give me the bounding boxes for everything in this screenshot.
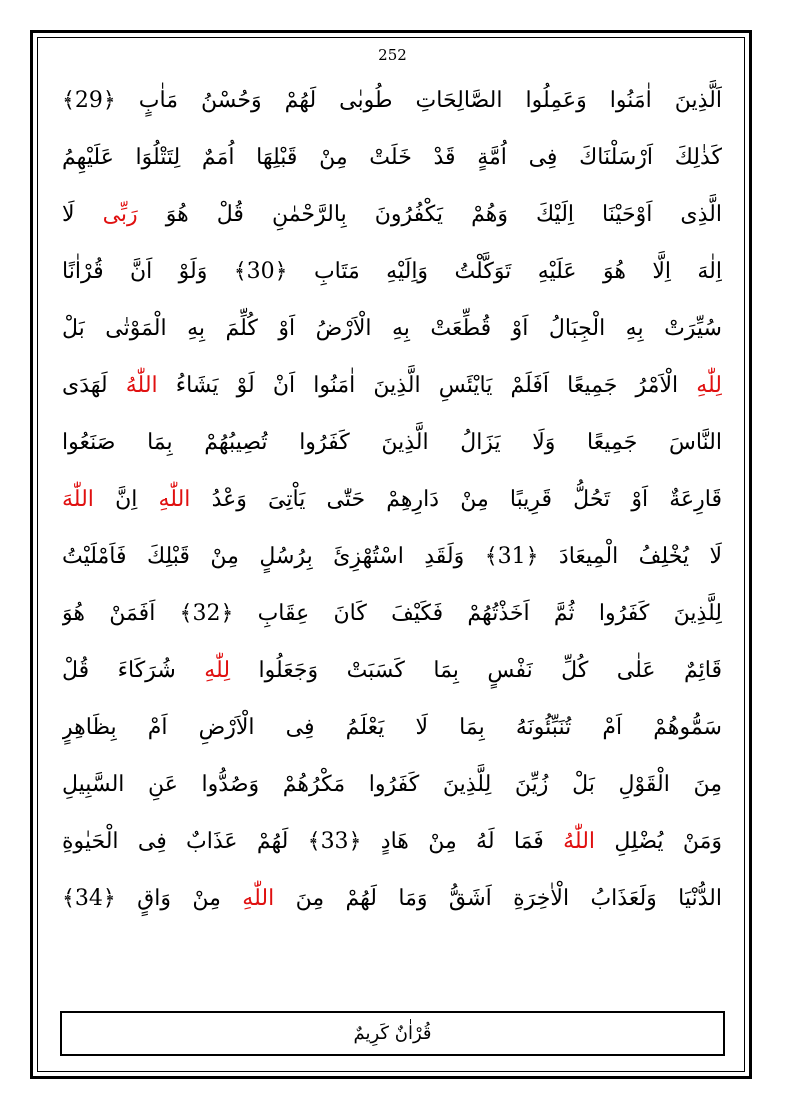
verse-text: اِنَّ — [93, 487, 159, 512]
verse-line — [62, 414, 722, 471]
verse-line — [62, 642, 722, 699]
verse-text: الْاَمْرُ جَمِيعًا اَفَلَمْ يَايْئَسِ الَّذِينَ اٰمَنُوا اَنْ لَوْ يَشَاءُ — [157, 373, 697, 398]
verse-line — [62, 756, 722, 813]
footer-box — [60, 1011, 725, 1056]
verse-text: اَلَّذِينَ اٰمَنُوا وَعَمِلُوا الصَّالِحَاتِ طُوبٰى لَهُمْ وَحُسْنُ مَاٰبٍ ﴿29﴾ — [62, 88, 722, 113]
verse-text: قَارِعَةٌ اَوْ تَحُلُّ قَرِيبًا مِنْ دَارِهِمْ حَتّٰى يَاْتِىَ وَعْدُ — [190, 487, 722, 512]
verse-text: النَّاسَ جَمِيعًا وَلَا يَزَالُ الَّذِينَ كَفَرُوا تُصِيبُهُمْ بِمَا صَنَعُوا — [62, 430, 722, 455]
verse-text: مِنْ وَاقٍ ﴿34﴾ — [62, 886, 243, 911]
verse-text: لَهَدَى — [62, 373, 126, 398]
divine-name-text: اللّٰهُ — [563, 829, 596, 854]
verse-line — [62, 528, 722, 585]
verse-text: لِلَّذِينَ كَفَرُوا ثُمَّ اَخَذْتُهُمْ فَكَيْفَ كَانَ عِقَابِ ﴿32﴾ اَفَمَنْ هُوَ — [62, 601, 722, 626]
verse-line — [62, 357, 722, 414]
verse-line — [62, 300, 722, 357]
footer-title: قُرْاٰنٌ كَرِيمٌ — [353, 1023, 432, 1044]
verse-text: وَمَنْ يُضْلِلِ — [595, 829, 722, 854]
divine-name-text: اللّٰهِ — [158, 487, 191, 512]
divine-name-text: لِلّٰهِ — [204, 658, 231, 683]
verse-line — [62, 129, 722, 186]
divine-name-text: رَبِّى — [102, 202, 138, 227]
verse-text: شُرَكَاءَ قُلْ — [62, 658, 205, 683]
verse-line — [62, 870, 722, 927]
verse-text: اِلٰهَ اِلَّا هُوَ عَلَيْهِ تَوَكَّلْتُ وَاِلَيْهِ مَتَابِ ﴿30﴾ وَلَوْ اَنَّ قُرْاٰنًا — [62, 259, 722, 284]
divine-name-text: اللّٰهِ — [242, 886, 275, 911]
verse-text-block — [62, 72, 722, 927]
divine-name-text: اللّٰهُ — [125, 373, 158, 398]
verse-text: كَذٰلِكَ اَرْسَلْنَاكَ فِى اُمَّةٍ قَدْ خَلَتْ مِنْ قَبْلِهَا اُمَمٌ لِتَتْلُوَا عَلَيْهِمُ — [62, 145, 722, 170]
verse-line — [62, 699, 722, 756]
verse-text: فَمَا لَهُ مِنْ هَادٍ ﴿33﴾ لَهُمْ عَذَابٌ فِى الْحَيٰوةِ — [62, 829, 564, 854]
verse-text: سَمُّوهُمْ اَمْ تُنَبِّئُونَهُ بِمَا لَا يَعْلَمُ فِى الْاَرْضِ اَمْ بِظَاهِرٍ — [62, 715, 722, 740]
verse-text: الدُّنْيَا وَلَعَذَابُ الْاٰخِرَةِ اَشَقُّ وَمَا لَهُمْ مِنَ — [274, 886, 722, 911]
verse-text: قَائِمٌ عَلٰى كُلِّ نَفْسٍ بِمَا كَسَبَتْ وَجَعَلُوا — [230, 658, 722, 683]
verse-line — [62, 585, 722, 642]
verse-text: لَا يُخْلِفُ الْمِيعَادَ ﴿31﴾ وَلَقَدِ اسْتُهْزِئَ بِرُسُلٍ مِنْ قَبْلِكَ فَاَمْلَيْتُ — [62, 544, 722, 569]
verse-line — [62, 243, 722, 300]
verse-text: لَا — [62, 202, 103, 227]
divine-name-text: لِلّٰهِ — [696, 373, 722, 398]
page-number: 252 — [378, 46, 407, 64]
verse-line — [62, 471, 722, 528]
verse-text: سُيِّرَتْ بِهِ الْجِبَالُ اَوْ قُطِّعَتْ بِهِ الْاَرْضُ اَوْ كُلِّمَ بِهِ الْمَوْتٰى بَلْ — [62, 316, 722, 341]
verse-text: الَّذِى اَوْحَيْنَا اِلَيْكَ وَهُمْ يَكْفُرُونَ بِالرَّحْمٰنِ قُلْ هُوَ — [137, 202, 722, 227]
verse-text: مِنَ الْقَوْلِ بَلْ زُيِّنَ لِلَّذِينَ كَفَرُوا مَكْرُهُمْ وَصُدُّوا عَنِ السَّبِيلِ — [62, 772, 722, 797]
verse-line — [62, 813, 722, 870]
verse-line — [62, 72, 722, 129]
divine-name-text: اللّٰهَ — [62, 487, 94, 512]
verse-line — [62, 186, 722, 243]
